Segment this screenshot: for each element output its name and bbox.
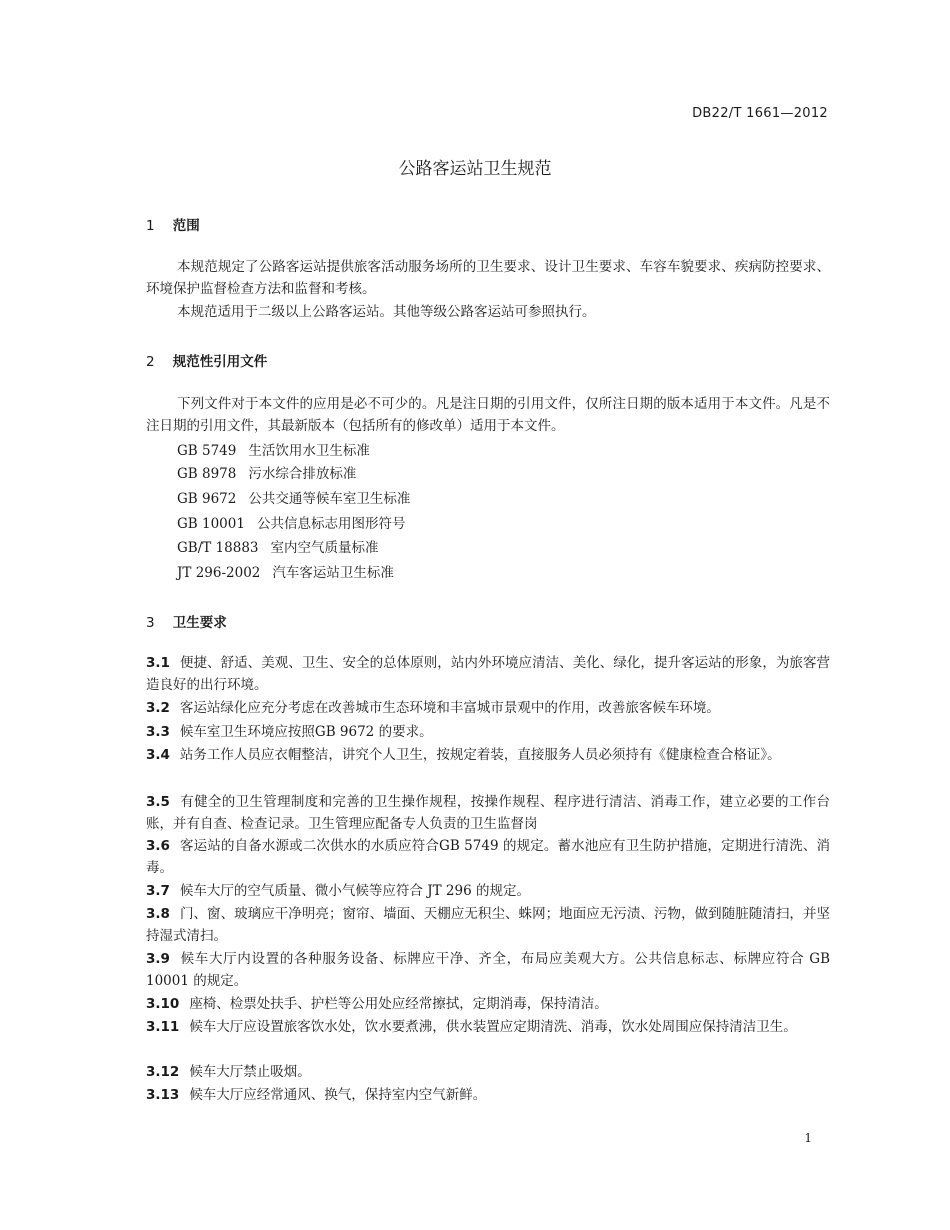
section-title: 卫生要求: [172, 615, 227, 631]
clause-3-2: [146, 697, 830, 719]
clause-number: 3.7: [146, 883, 170, 899]
page-number: 1: [804, 1131, 812, 1145]
clause-number: 3.3: [146, 724, 170, 740]
section-number: 1: [146, 218, 155, 234]
document-title: 公路客运站卫生规范: [398, 159, 552, 179]
reference-code: JT 296-2002: [177, 565, 261, 581]
clause-number: 3.6: [146, 838, 170, 854]
scope-paragraph-1: 本规范规定了公路客运站提供旅客活动服务场所的卫生要求、设计卫生要求、车容车貌要求、疾病防控要求、环境保护监督检查方法和监督和考核。: [146, 259, 830, 297]
section-title: 规范性引用文件: [172, 354, 268, 370]
section-number: 3: [146, 615, 155, 631]
reference-code: GB 10001: [177, 516, 245, 532]
clause-3-10: [146, 993, 830, 1015]
clause-3-9: [146, 948, 830, 992]
reference-code: GB 5749: [177, 443, 237, 459]
clause-text: 候车大厅内设置的各种服务设备、标牌应干净、齐全，布局应美观大方。公共信息标志、标牌应符合 GB 10001 的规定。: [146, 951, 830, 989]
clause-3-12: [146, 1061, 830, 1083]
scope-paragraph-2: 本规范适用于二级以上公路客运站。其他等级公路客运站可参照执行。: [177, 304, 596, 320]
clause-number: 3.12: [146, 1064, 180, 1080]
reference-name: 生活饮用水卫生标准: [248, 443, 370, 459]
clause-text: 候车室卫生环境应按照GB 9672 的要求。: [179, 724, 433, 740]
clause-number: 3.4: [146, 747, 170, 763]
reference-item: [177, 513, 405, 535]
section-heading-scope: [146, 214, 200, 234]
clause-number: 3.1: [146, 655, 170, 671]
clause-3-8: [146, 903, 830, 947]
reference-item: [177, 488, 410, 510]
clause-text: 候车大厅应经常通风、换气，保持室内空气新鲜。: [189, 1087, 487, 1103]
section-title: 范围: [172, 218, 200, 234]
clause-text: 候车大厅应设置旅客饮水处，饮水要煮沸，供水装置应定期清洗、消毒，饮水处周围应保持清洁卫生。: [189, 1019, 797, 1035]
clause-text: 站务工作人员应衣帽整洁，讲究个人卫生，按规定着装，直接服务人员必须持有《健康检查合格证》。: [179, 747, 781, 763]
reference-name: 污水综合排放标准: [248, 466, 357, 482]
reference-code: GB 9672: [177, 491, 237, 507]
clause-3-7: [146, 880, 830, 902]
clause-3-13: [146, 1084, 830, 1106]
reference-code: GB 8978: [177, 466, 237, 482]
clause-number: 3.11: [146, 1019, 180, 1035]
clause-number: 3.5: [146, 794, 170, 810]
reference-item: [177, 463, 356, 485]
clause-number: 3.8: [146, 906, 170, 922]
reference-item: [177, 537, 379, 559]
reference-code: GB/T 18883: [177, 540, 259, 556]
clause-number: 3.13: [146, 1087, 180, 1103]
clause-number: 3.10: [146, 996, 180, 1012]
clause-number: 3.2: [146, 700, 170, 716]
clause-text: 便捷、舒适、美观、卫生、安全的总体原则，站内外环境应清洁、美化、绿化，提升客运站的形象，为旅客营造良好的出行环境。: [146, 655, 830, 693]
clause-text: 有健全的卫生管理制度和完善的卫生操作规程，按操作规程、程序进行清洁、消毒工作，建立必要的工作台账，并有自查、检查记录。卫生管理应配备专人负责的卫生监督岗: [146, 794, 830, 832]
reference-name: 公共信息标志用图形符号: [256, 516, 406, 532]
clause-number: 3.9: [146, 951, 170, 967]
clause-3-3: [146, 721, 830, 743]
clause-text: 客运站绿化应充分考虑在改善城市生态环境和丰富城市景观中的作用，改善旅客候车环境。: [179, 700, 720, 716]
clause-3-11: [146, 1016, 830, 1038]
section-heading-hygiene: [146, 611, 227, 631]
section-number: 2: [146, 354, 155, 370]
section-heading-references: [146, 350, 267, 370]
references-intro: 下列文件对于本文件的应用是必不可少的。凡是注日期的引用文件，仅所注日期的版本适用于本文件。凡是不注日期的引用文件，其最新版本（包括所有的修改单）适用于本文件。: [146, 396, 830, 434]
clause-text: 座椅、检票处扶手、护栏等公用处应经常擦拭，定期消毒，保持清洁。: [189, 996, 608, 1012]
reference-name: 汽车客运站卫生标准: [272, 565, 394, 581]
clause-3-1: [146, 652, 830, 696]
clause-text: 客运站的自备水源或二次供水的水质应符合GB 5749 的规定。蓄水池应有卫生防护措施，定期进行清洗、消毒。: [146, 838, 830, 876]
reference-item: [177, 440, 370, 462]
clause-3-4: [146, 744, 830, 766]
clause-3-5: [146, 791, 830, 835]
clause-3-6: [146, 835, 830, 879]
document-code: DB22/T 1661—2012: [692, 106, 828, 121]
reference-name: 室内空气质量标准: [270, 540, 379, 556]
clause-text: 候车大厅禁止吸烟。: [189, 1064, 311, 1080]
reference-name: 公共交通等候车室卫生标准: [248, 491, 411, 507]
clause-text: 门、窗、玻璃应干净明亮；窗帘、墙面、天棚应无积尘、蛛网；地面应无污渍、污物，做到随脏随清扫，并坚持湿式清扫。: [146, 906, 830, 944]
clause-text: 候车大厅的空气质量、微小气候等应符合 JT 296 的规定。: [179, 883, 530, 899]
reference-item: [177, 562, 394, 584]
